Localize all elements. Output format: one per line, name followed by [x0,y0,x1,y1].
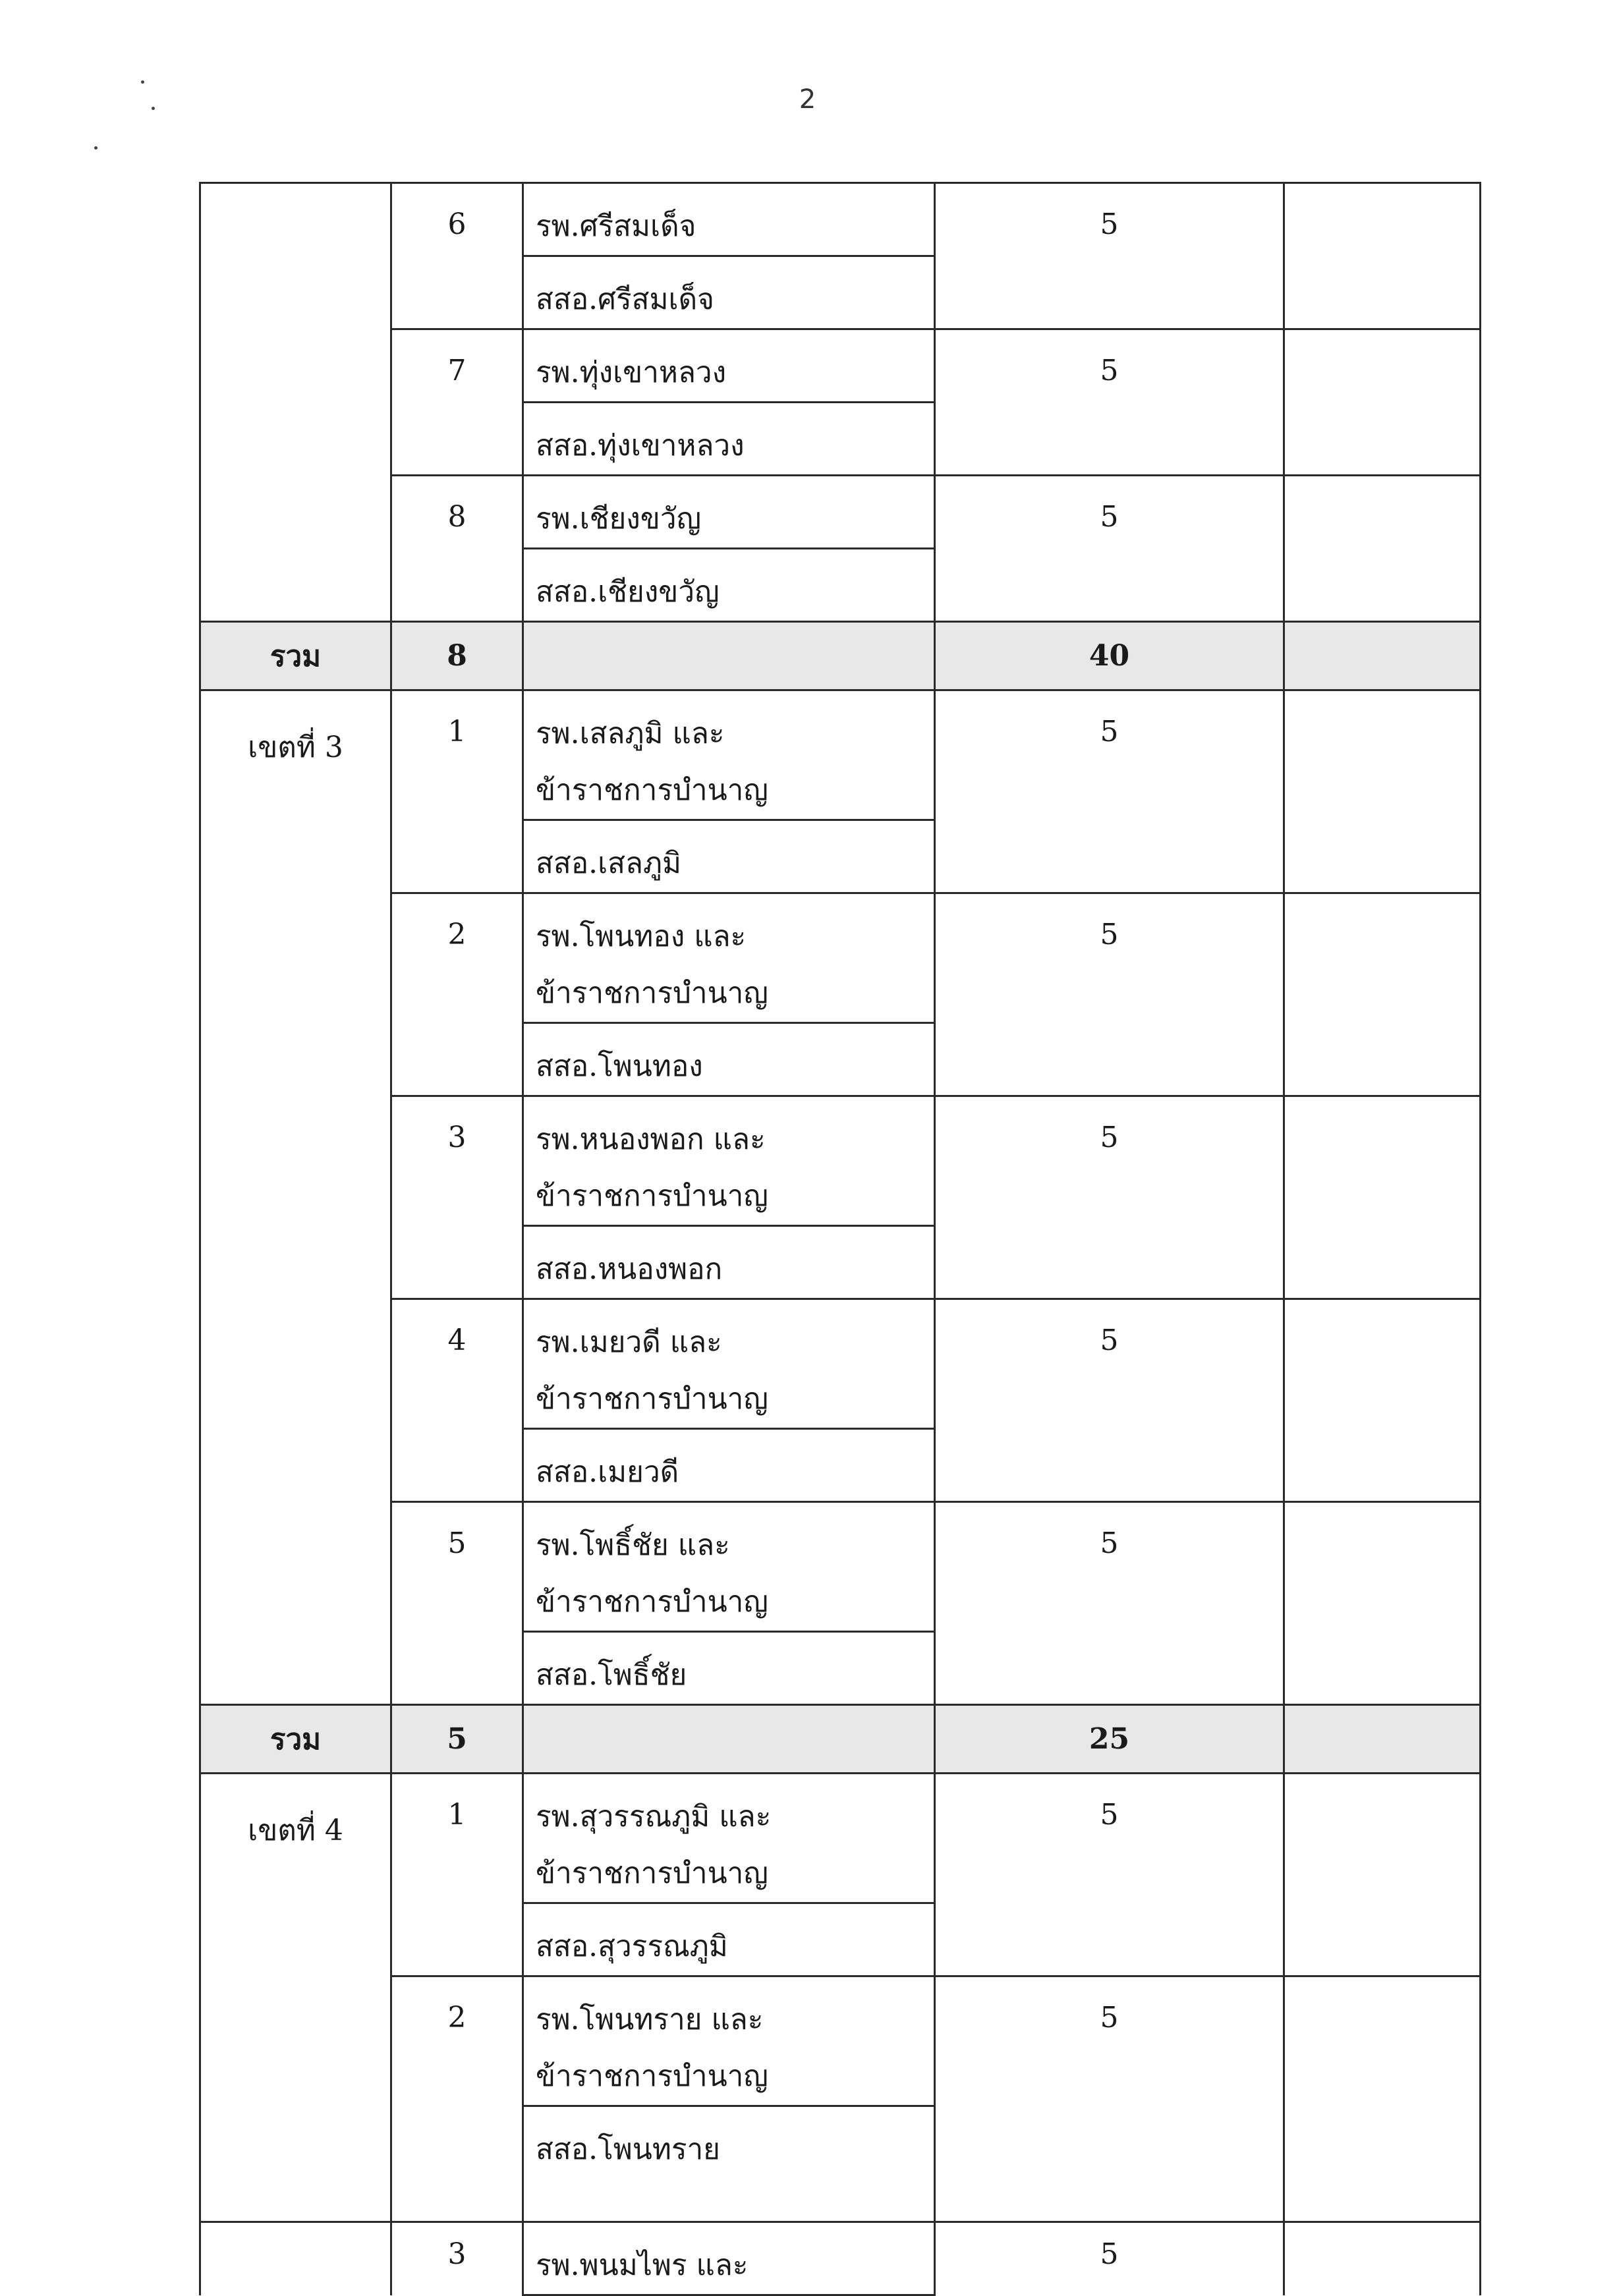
scan-speck [152,107,155,110]
page-number: 2 [799,84,816,115]
office-name: สสอ.โพนทราย [523,2106,935,2222]
score-cell: 5 [935,183,1284,329]
office-name: สสอ.หนองพอก [523,1226,935,1299]
note-cell [1284,690,1481,893]
hospital-name [523,1502,935,1632]
row-number: 5 [391,1502,523,1705]
row-number: 2 [391,1976,523,2222]
score-cell: 5 [935,1096,1284,1299]
total-note [1284,1705,1481,1774]
score-cell: 5 [935,329,1284,476]
note-cell [1284,2222,1481,2295]
row-number: 2 [391,893,523,1096]
hospital-name: รพ.ศรีสมเด็จ [523,183,935,256]
score-cell: 5 [935,2222,1284,2295]
office-name: สสอ.สุวรรณภูมิ [523,1903,935,1976]
hospital-name [523,1774,935,1903]
hospital-name-line1: รพ.หนองพอก และ [536,1123,766,1156]
table-row [200,1502,1481,1632]
zone-label: เขตที่ 3 [200,690,391,1705]
hospital-name [523,1976,935,2106]
scan-speck [141,80,144,84]
hospital-name-line2: ข้าราชการบำนาญ [536,976,768,1010]
table-row [200,1976,1481,2106]
row-number: 8 [391,476,523,622]
total-empty [523,1705,935,1774]
hospital-name-line1: รพ.โพธิ์ชัย และ [536,1528,730,1562]
table-row [200,329,1481,403]
hospital-name-line2: ข้าราชการบำนาญ [536,1382,768,1416]
score-cell: 5 [935,1299,1284,1502]
hospital-name [523,1096,935,1226]
note-cell [1284,329,1481,476]
row-number: 1 [391,690,523,893]
hospital-name: รพ.พนมไพร และ [523,2222,935,2295]
score-cell: 5 [935,1774,1284,1976]
row-number: 6 [391,183,523,329]
table-row [200,893,1481,1023]
hospital-name-line1: รพ.โพนทอง และ [536,920,747,953]
zone-cell [200,2222,391,2295]
total-score: 25 [935,1705,1284,1774]
total-label: รวม [200,1705,391,1774]
office-name: สสอ.เชียงขวัญ [523,549,935,622]
total-row [200,1705,1481,1774]
table-row [200,2222,1481,2295]
hospital-name [523,1299,935,1429]
hospital-name-line2: ข้าราชการบำนาญ [536,1179,768,1213]
note-cell [1284,1299,1481,1502]
row-number: 3 [391,2222,523,2295]
row-number: 1 [391,1774,523,1976]
total-score: 40 [935,622,1284,690]
note-cell [1284,1096,1481,1299]
hospital-name-line2: ข้าราชการบำนาญ [536,2059,768,2093]
note-cell [1284,893,1481,1096]
hospital-name-line2: ข้าราชการบำนาญ [536,1857,768,1890]
note-cell [1284,1774,1481,1976]
row-number: 7 [391,329,523,476]
table-row [200,183,1481,256]
note-cell [1284,1502,1481,1705]
zone-cell [200,183,391,622]
hospital-name [523,690,935,820]
allocation-table [199,182,1481,2296]
office-name: สสอ.โพธิ์ชัย [523,1632,935,1705]
scan-speck [94,146,98,150]
note-cell [1284,1976,1481,2222]
total-count: 5 [391,1705,523,1774]
hospital-name-line1: รพ.เสลภูมิ และ [536,717,725,750]
hospital-name-line2: ข้าราชการบำนาญ [536,1585,768,1619]
total-count: 8 [391,622,523,690]
office-name: สสอ.เมยวดี [523,1429,935,1502]
hospital-name-line2: ข้าราชการบำนาญ [536,773,768,807]
hospital-name-line1: รพ.เมยวดี และ [536,1326,722,1359]
table-row [200,1096,1481,1226]
hospital-name: รพ.เชียงขวัญ [523,476,935,549]
score-cell: 5 [935,1976,1284,2222]
hospital-name [523,893,935,1023]
office-name: สสอ.ทุ่งเขาหลวง [523,403,935,476]
hospital-name-line1: รพ.สุวรรณภูมิ และ [536,1800,772,1834]
table-row [200,1774,1481,1903]
total-label: รวม [200,622,391,690]
total-empty [523,622,935,690]
table-row [200,476,1481,549]
total-row [200,622,1481,690]
office-name: สสอ.เสลภูมิ [523,820,935,893]
table-row [200,690,1481,820]
office-name: สสอ.โพนทอง [523,1023,935,1096]
office-name: สสอ.ศรีสมเด็จ [523,256,935,329]
row-number: 3 [391,1096,523,1299]
score-cell: 5 [935,1502,1284,1705]
table-row [200,1299,1481,1429]
score-cell: 5 [935,893,1284,1096]
hospital-name-line1: รพ.โพนทราย และ [536,2003,764,2036]
score-cell: 5 [935,476,1284,622]
note-cell [1284,183,1481,329]
total-note [1284,622,1481,690]
note-cell [1284,476,1481,622]
score-cell: 5 [935,690,1284,893]
hospital-name: รพ.ทุ่งเขาหลวง [523,329,935,403]
row-number: 4 [391,1299,523,1502]
zone-label: เขตที่ 4 [200,1774,391,2222]
